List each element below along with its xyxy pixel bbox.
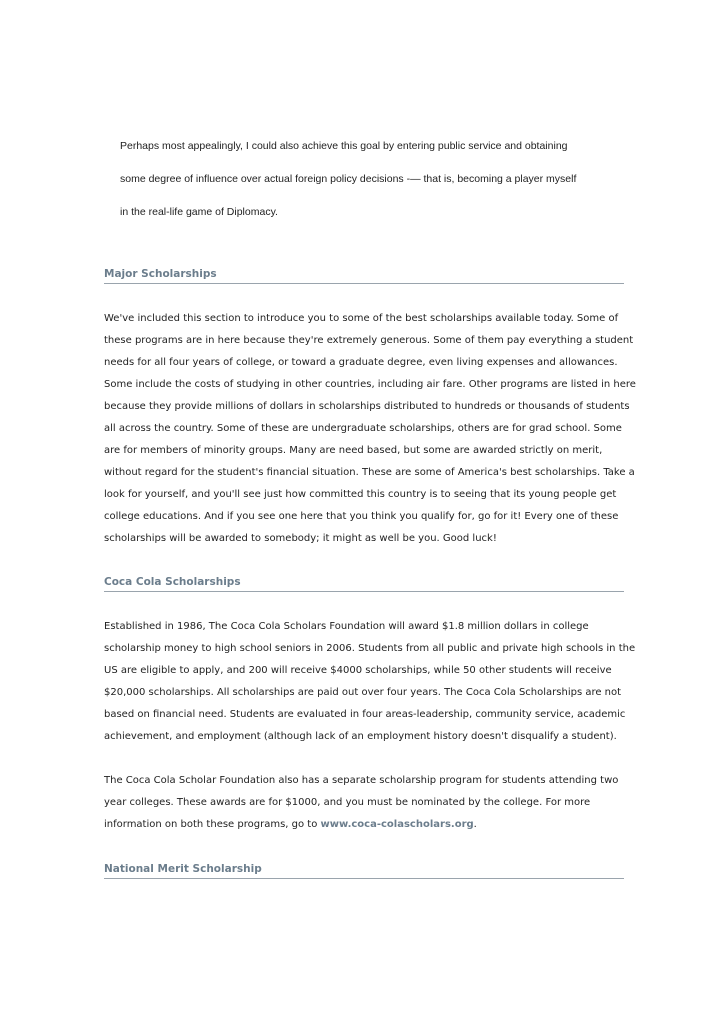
paragraph-line: achievement, and employment (although lack of an employment history doesn't disqualify a student). (104, 731, 617, 742)
intro-line: some degree of influence over actual foreign policy decisions -— that is, becoming a player myself (120, 173, 577, 185)
paragraph-line: look for yourself, and you'll see just how committed this country is to seeing that its young people get (104, 489, 617, 500)
major-scholarships-paragraph (104, 308, 636, 550)
paragraph-line: needs for all four years of college, or toward a graduate degree, even living expenses and allowances. (104, 357, 618, 368)
paragraph-line: US are eligible to apply, and 200 will receive $4000 scholarships, while 50 other students will receive (104, 665, 612, 676)
coca-cola-scholars-link[interactable]: www.coca-colascholars.org (320, 819, 474, 830)
paragraph-line: based on financial need. Students are evaluated in four areas-leadership, community service, academic (104, 709, 626, 720)
section-title-major-scholarships: Major Scholarships (104, 267, 624, 284)
paragraph-line: scholarships will be awarded to somebody; it might as well be you. Good luck! (104, 533, 497, 544)
intro-paragraph (120, 130, 620, 229)
coca-cola-paragraph-2 (104, 770, 628, 836)
intro-line: Perhaps most appealingly, I could also achieve this goal by entering public service and obtaining (120, 140, 568, 152)
paragraph-line: The Coca Cola Scholar Foundation also has a separate scholarship program for students attending two (104, 775, 619, 786)
paragraph-line: all across the country. Some of these are undergraduate scholarships, others are for grad school. Some (104, 423, 622, 434)
paragraph-line: without regard for the student's financial situation. These are some of America's best scholarships. Take a (104, 467, 635, 478)
paragraph-line (104, 814, 628, 836)
paragraph-line: year colleges. These awards are for $1000, and you must be nominated by the college. For more (104, 797, 591, 808)
paragraph-line: Established in 1986, The Coca Cola Scholars Foundation will award $1.8 million dollars in college (104, 621, 589, 632)
section-title-coca-cola-scholarships: Coca Cola Scholarships (104, 575, 624, 592)
paragraph-line: because they provide millions of dollars in scholarships distributed to hundreds or thousands of students (104, 401, 630, 412)
link-prefix-text: information on both these programs, go to (104, 819, 321, 830)
section-title-national-merit-scholarship: National Merit Scholarship (104, 862, 624, 879)
paragraph-line: these programs are in here because they're extremely generous. Some of them pay everything a student (104, 335, 634, 346)
paragraph-line: are for members of minority groups. Many are need based, but some are awarded strictly on merit, (104, 445, 603, 456)
intro-line: in the real-life game of Diplomacy. (120, 206, 278, 218)
paragraph-line: We've included this section to introduce you to some of the best scholarships available today. Some of (104, 313, 619, 324)
paragraph-line: Some include the costs of studying in other countries, including air fare. Other programs are listed in here (104, 379, 636, 390)
paragraph-line: scholarship money to high school seniors in 2006. Students from all public and private high schools in the (104, 643, 636, 654)
coca-cola-paragraph-1 (104, 616, 636, 748)
paragraph-line: $20,000 scholarships. All scholarships are paid out over four years. The Coca Cola Scholarships are not (104, 687, 622, 698)
link-suffix-text: . (473, 819, 477, 830)
paragraph-line: college educations. And if you see one here that you think you qualify for, go for it! Every one of these (104, 511, 619, 522)
